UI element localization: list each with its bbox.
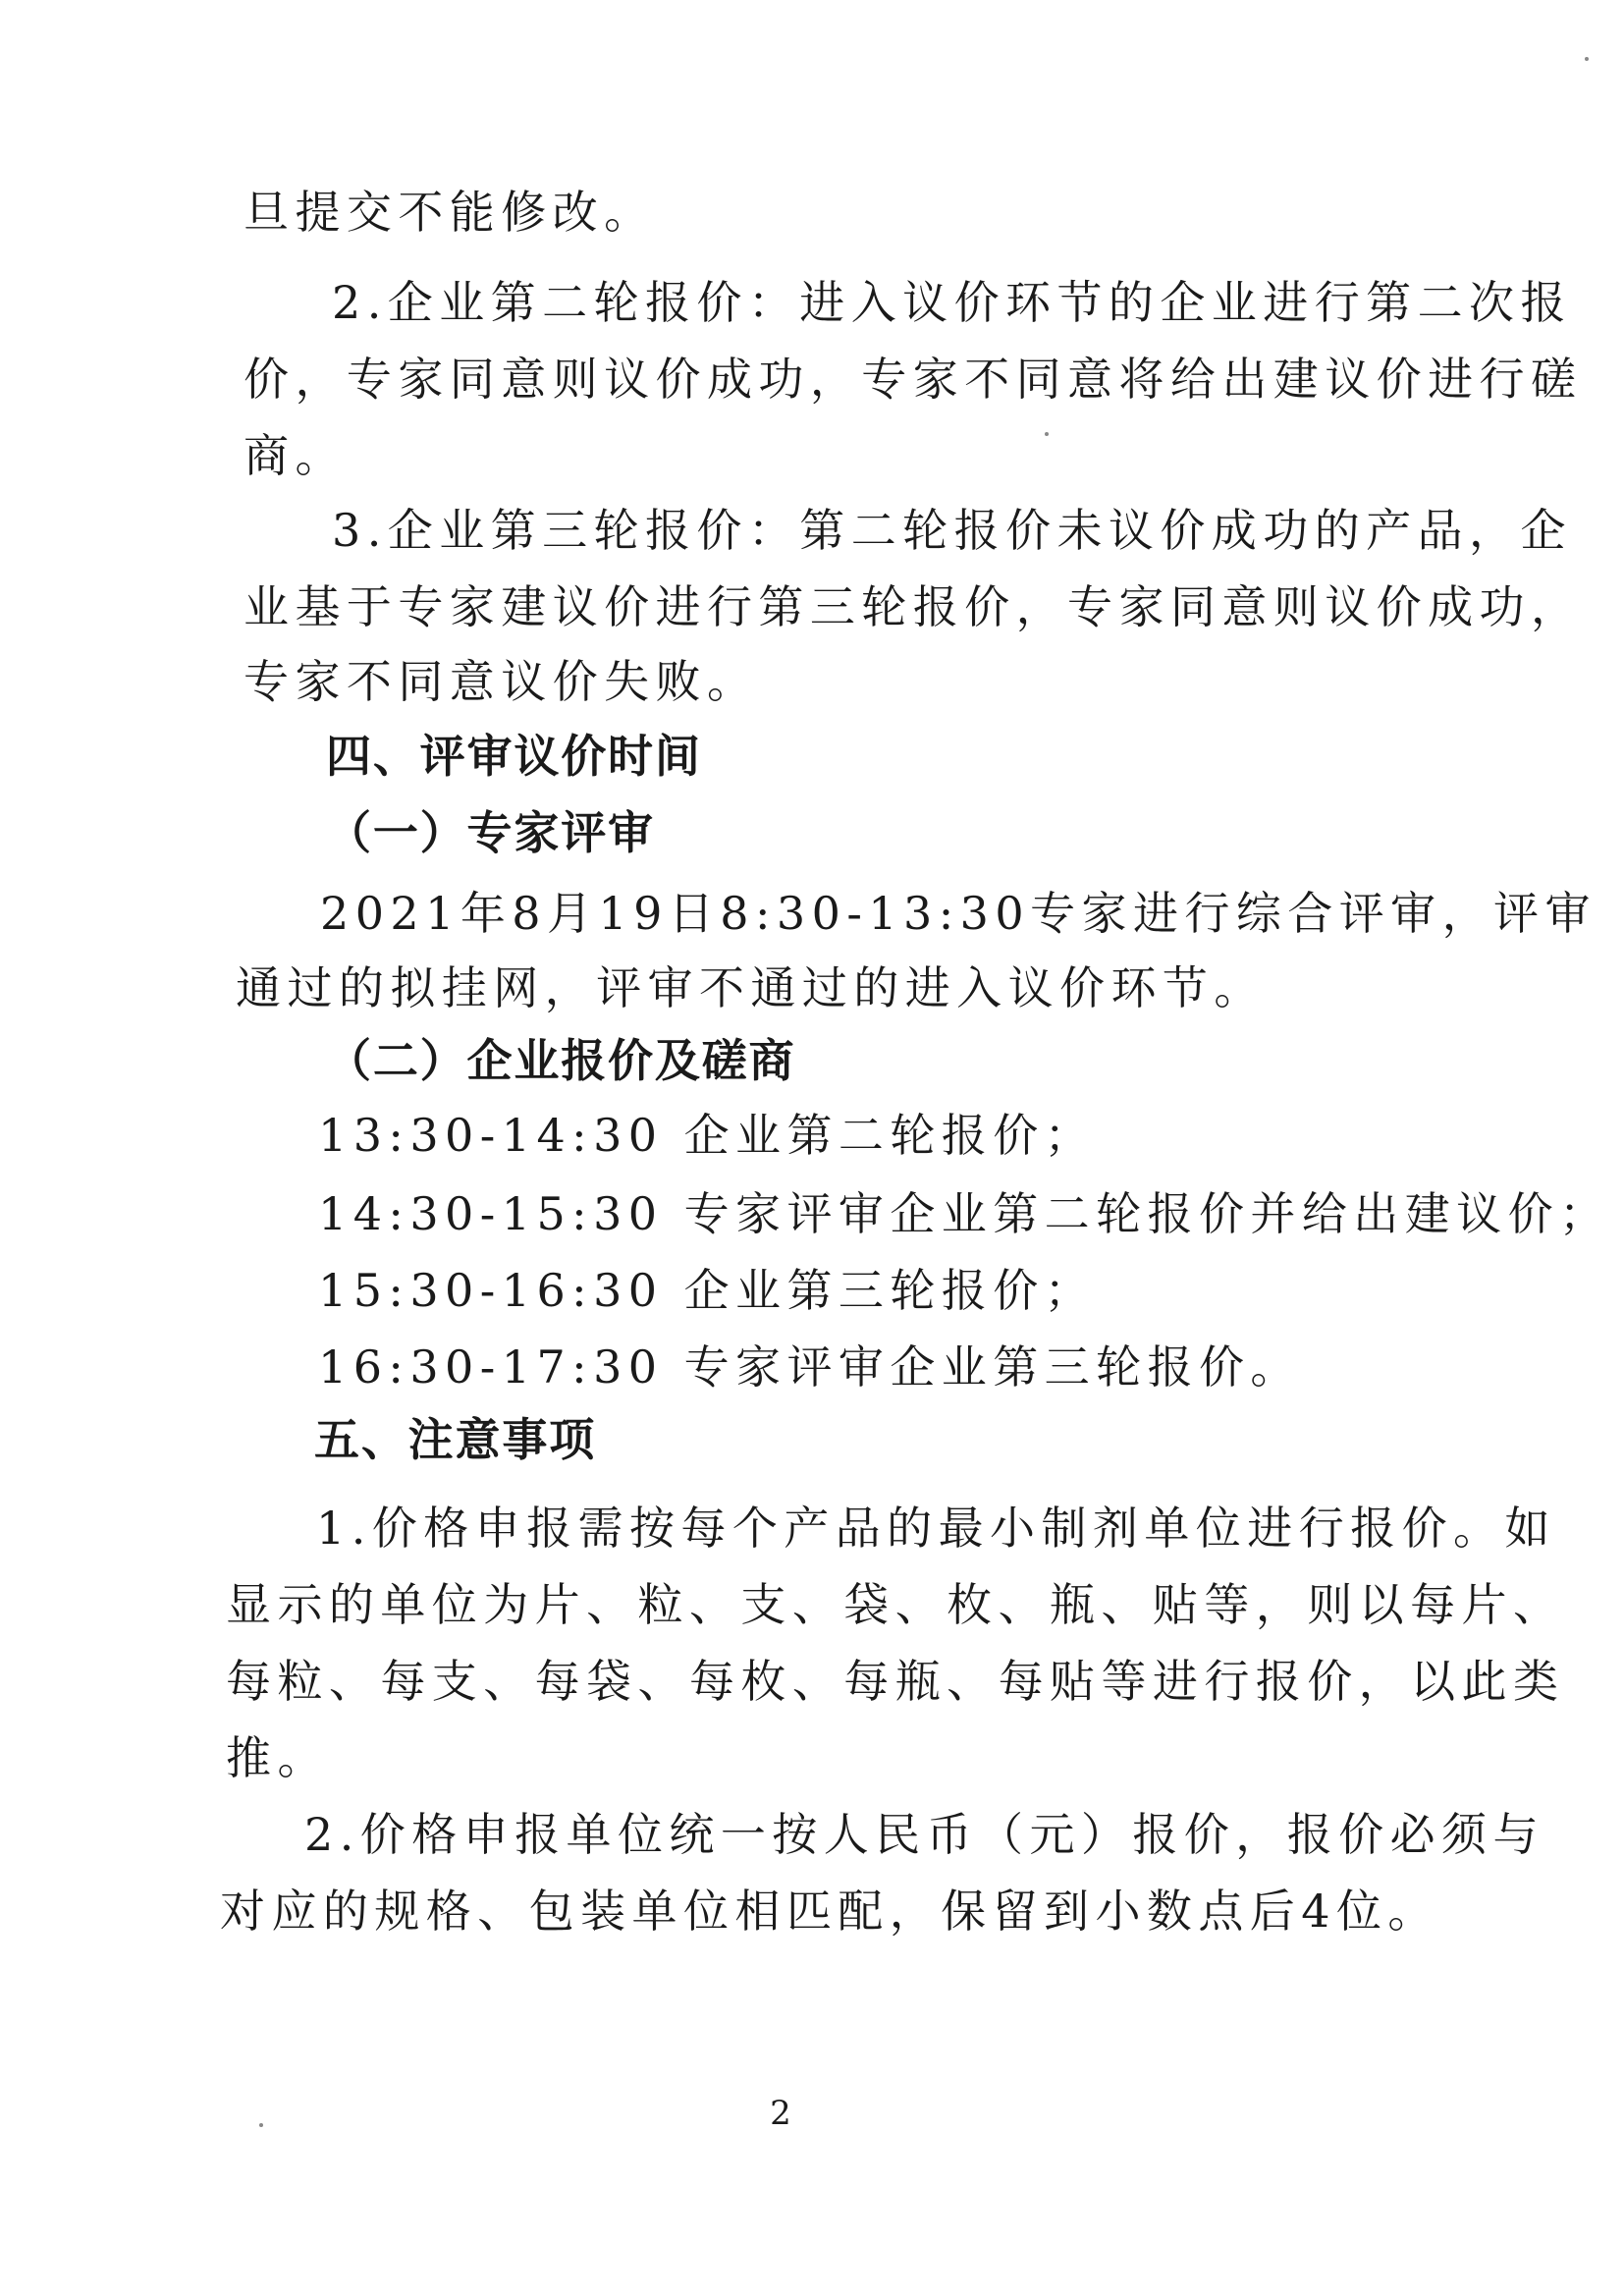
paragraph-line: 2.价格申报单位统一按人民币（元）报价，报价必须与 xyxy=(304,1808,1544,1861)
section-heading: 四、评审议价时间 xyxy=(326,730,702,783)
schedule-line: 16:30-17:30 专家评审企业第三轮报价。 xyxy=(318,1340,1302,1394)
paragraph-line: 业基于专家建议价进行第三轮报价，专家同意则议价成功， xyxy=(244,580,1583,633)
subsection-heading: （一）专家评审 xyxy=(326,806,655,859)
scan-speck xyxy=(1045,432,1049,436)
paragraph-line: 通过的拟挂网，评审不通过的进入议价环节。 xyxy=(236,961,1266,1014)
paragraph-line: 2.企业第二轮报价：进入议价环节的企业进行第二次报 xyxy=(332,276,1572,329)
subsection-heading: （二）企业报价及磋商 xyxy=(326,1034,796,1087)
paragraph-line: 每粒、每支、每袋、每枚、每瓶、每贴等进行报价，以此类 xyxy=(226,1655,1565,1708)
paragraph-line: 显示的单位为片、粒、支、袋、枚、瓶、贴等，则以每片、 xyxy=(226,1578,1565,1631)
paragraph-line: 价，专家同意则议价成功，专家不同意将给出建议价进行磋 xyxy=(244,353,1583,406)
schedule-line: 15:30-16:30 企业第三轮报价； xyxy=(318,1264,1097,1317)
paragraph-line: 旦提交不能修改。 xyxy=(244,186,656,239)
paragraph-line: 对应的规格、包装单位相匹配，保留到小数点后4位。 xyxy=(220,1885,1439,1938)
paragraph-line: 推。 xyxy=(226,1731,329,1784)
page-number: 2 xyxy=(770,2094,791,2133)
section-heading: 五、注意事项 xyxy=(314,1413,597,1466)
paragraph-line: 1.价格申报需按每个产品的最小制剂单位进行报价。如 xyxy=(316,1502,1556,1555)
scan-speck xyxy=(259,2123,263,2127)
paragraph-line: 专家不同意议价失败。 xyxy=(244,655,759,708)
schedule-line: 13:30-14:30 企业第二轮报价； xyxy=(318,1109,1097,1162)
scan-speck xyxy=(1585,57,1589,61)
paragraph-line: 商。 xyxy=(244,429,347,482)
paragraph-line: 3.企业第三轮报价：第二轮报价未议价成功的产品，企 xyxy=(332,504,1572,557)
paragraph-line: 2021年8月19日8:30-13:30专家进行综合评审，评审 xyxy=(320,887,1597,940)
schedule-line: 14:30-15:30 专家评审企业第二轮报价并给出建议价； xyxy=(318,1187,1611,1240)
